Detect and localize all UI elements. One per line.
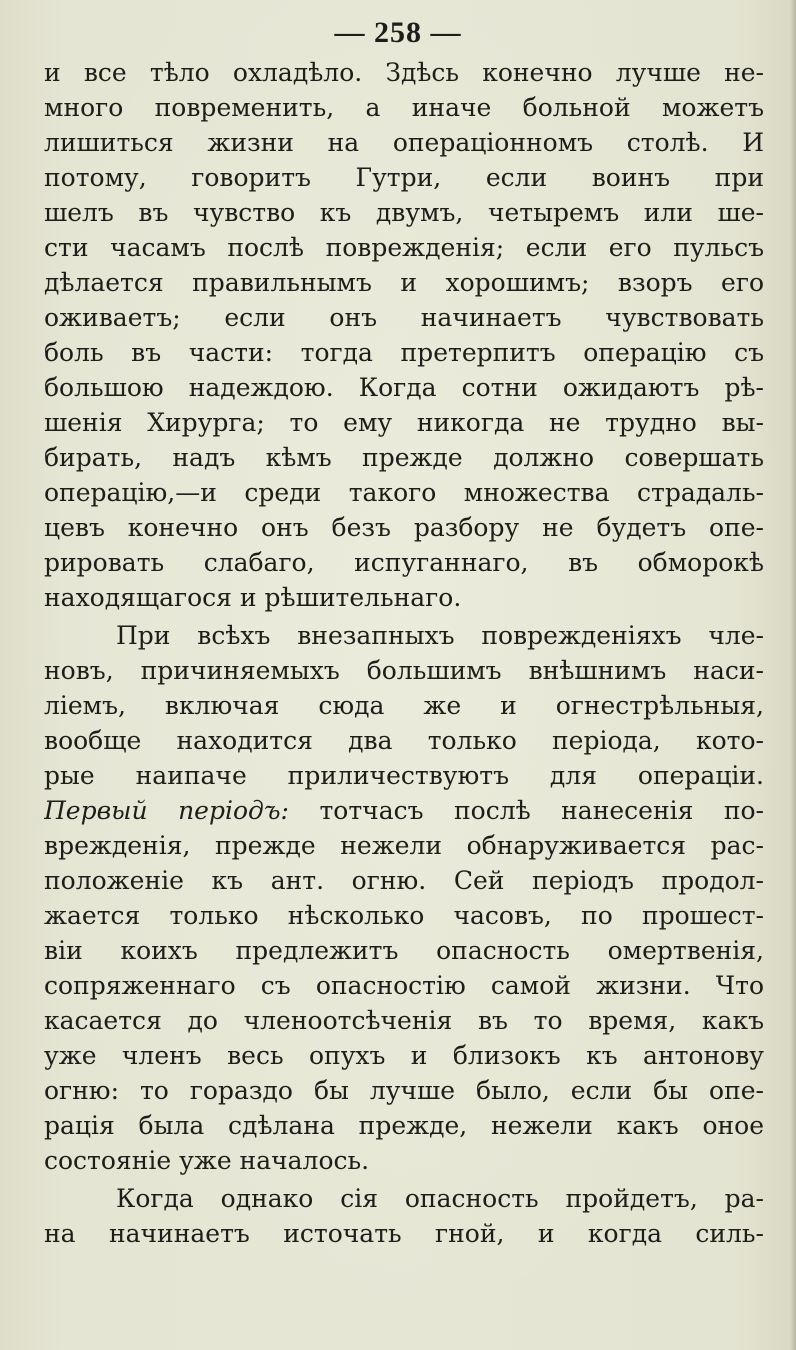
text-line: операцію,—и среди такого множества страдаль-	[44, 478, 764, 507]
text-line: врежденія, прежде нежели обнаруживается рас-	[44, 831, 764, 860]
italic-term: Первый періодъ:	[44, 796, 289, 825]
paragraph-end-line: находящагося и рѣшительнаго.	[44, 583, 462, 612]
text-line: віи коихъ предлежитъ опасность омертвенія,	[44, 936, 764, 965]
text-line: новъ, причиняемыхъ большимъ внѣшнимъ наси-	[44, 656, 764, 685]
text-line: сти часамъ послѣ поврежденія; если его пульсъ	[44, 233, 764, 262]
text-line: потому, говоритъ Гутри, если воинъ при	[44, 163, 764, 192]
text-line: уже членъ весь опухъ и близокъ къ антонову	[44, 1041, 764, 1070]
text-line: оживаетъ; если онъ начинаетъ чувствовать	[44, 303, 764, 332]
text-line: дѣлается правильнымъ и хорошимъ; взоръ его	[44, 268, 764, 297]
text-line-rest: тотчасъ послѣ нанесенія по-	[319, 796, 764, 825]
text-line: рые наипаче приличествуютъ для операціи.	[44, 761, 764, 790]
text-line-with-italic-term	[44, 793, 764, 828]
paragraph-end-line: состояніе уже началось.	[44, 1146, 370, 1175]
text-line: шенія Хирурга; то ему никогда не трудно вы-	[44, 408, 764, 437]
paragraph-start-line: При всѣхъ внезапныхъ поврежденіяхъ чле-	[116, 621, 764, 650]
text-line: шелъ въ чувство къ двумъ, четыремъ или ше-	[44, 198, 764, 227]
text-line: рировать слабаго, испуганнаго, въ обморокѣ	[44, 548, 764, 577]
text-line: много повременить, а иначе больной можетъ	[44, 93, 764, 122]
text-line: лишиться жизни на операціонномъ столѣ. И	[44, 128, 764, 157]
page-edge-shadow	[790, 0, 796, 1350]
text-line: боль въ части: тогда претерпитъ операцію съ	[44, 338, 764, 367]
text-line: и все тѣло охладѣло. Здѣсь конечно лучше не-	[44, 58, 764, 87]
paragraph-start-line: Когда однако сія опасность пройдетъ, ра-	[116, 1184, 764, 1213]
text-line: огню: то гораздо бы лучше было, если бы опе-	[44, 1076, 764, 1105]
text-line: на начинаетъ источать гной, и когда силь-	[44, 1219, 764, 1248]
text-line: жается только нѣсколько часовъ, по прошест-	[44, 901, 764, 930]
text-line: большою надеждою. Когда сотни ожидаютъ рѣ-	[44, 373, 764, 402]
text-line: касается до членоотсѣченія въ то время, какъ	[44, 1006, 764, 1035]
text-line: сопряженнаго съ опасностію самой жизни. Что	[44, 971, 764, 1000]
text-line: бирать, надъ кѣмъ прежде должно совершать	[44, 443, 764, 472]
text-line: вообще находится два только періода, кото-	[44, 726, 764, 755]
text-line: ліемъ, включая сюда же и огнестрѣльныя,	[44, 691, 764, 720]
body-text	[44, 55, 764, 1251]
text-line: цевъ конечно онъ безъ разбору не будетъ опе-	[44, 513, 764, 542]
text-line: рація была сдѣлана прежде, нежели какъ оное	[44, 1111, 764, 1140]
text-line: положеніе къ ант. огню. Сей періодъ продол-	[44, 866, 764, 895]
page-number: — 258 —	[334, 16, 462, 49]
